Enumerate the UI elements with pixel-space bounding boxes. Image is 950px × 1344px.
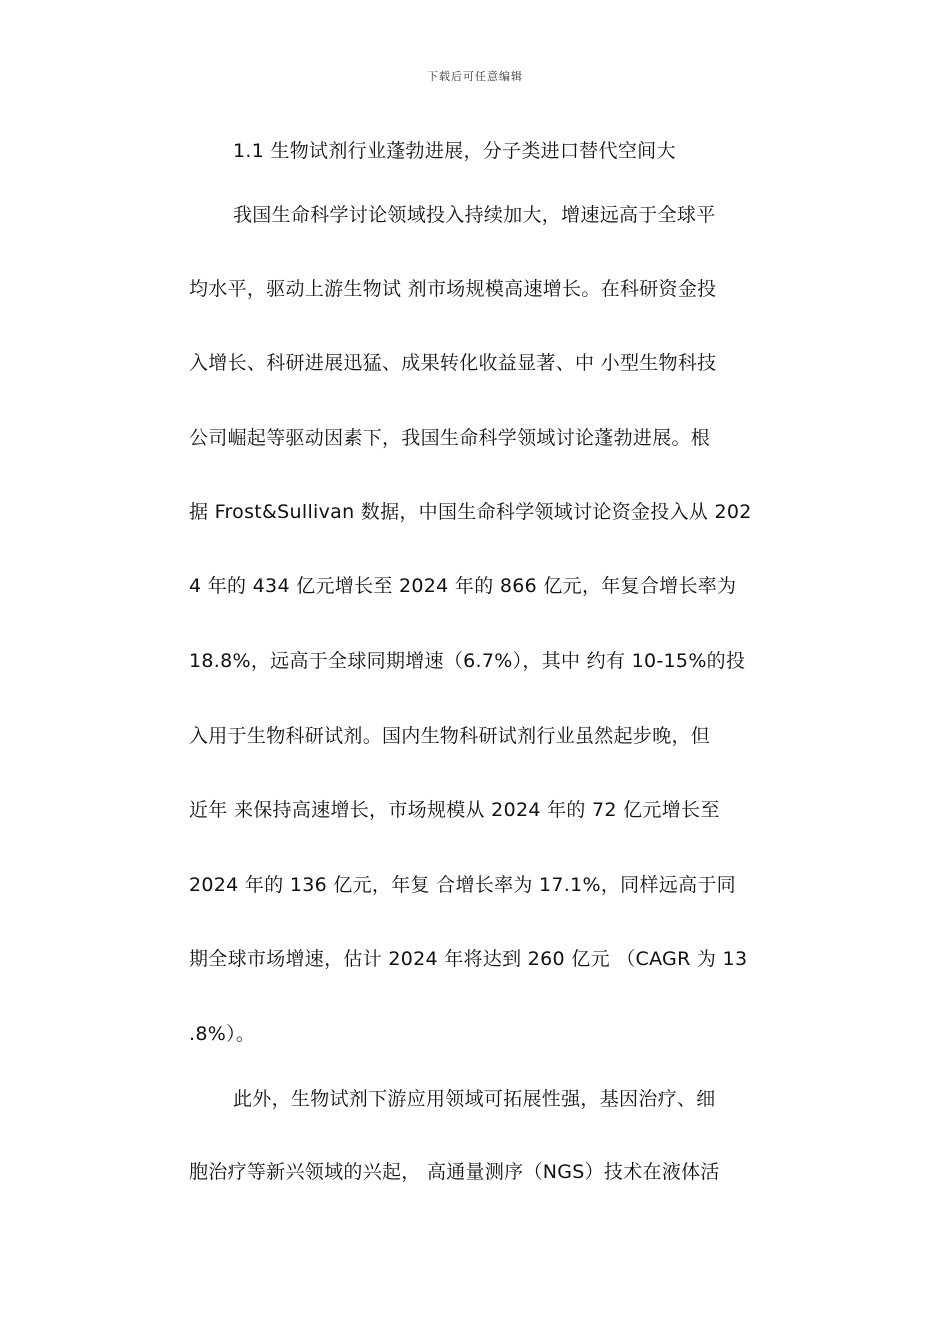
paragraph-2-line-1: 此外，生物试剂下游应用领域可拓展性强，基因治疗、细 [233, 1088, 716, 1110]
paragraph-1-line-9: 近年 来保持高速增长，市场规模从 2024 年的 72 亿元增长至 [189, 799, 720, 821]
paragraph-1-line-8: 入用于生物科研试剂。国内生物科研试剂行业虽然起步晚，但 [189, 725, 711, 747]
paragraph-1-line-11: 期全球市场增速，估计 2024 年将达到 260 亿元 （CAGR 为 13 [189, 948, 748, 970]
paragraph-2-line-2: 胞治疗等新兴领域的兴起， 高通量测序（NGS）技术在液体活 [189, 1161, 720, 1183]
paragraph-1-line-12: .8%）。 [189, 1023, 256, 1045]
paragraph-1-line-2: 均水平，驱动上游生物试 剂市场规模高速增长。在科研资金投 [189, 278, 717, 300]
paragraph-1-line-3: 入增长、科研进展迅猛、成果转化收益显著、中 小型生物科技 [189, 352, 717, 374]
paragraph-1-line-10: 2024 年的 136 亿元，年复 合增长率为 17.1%，同样远高于同 [189, 874, 736, 896]
section-heading: 1.1 生物试剂行业蓬勃进展，分子类进口替代空间大 [233, 140, 676, 162]
paragraph-1-line-4: 公司崛起等驱动因素下，我国生命科学领域讨论蓬勃进展。根 [189, 427, 711, 449]
header-note: 下载后可任意编辑 [427, 70, 523, 83]
paragraph-1-line-6: 4 年的 434 亿元增长至 2024 年的 866 亿元，年复合增长率为 [189, 575, 737, 597]
paragraph-1-line-5: 据 Frost&Sullivan 数据，中国生命科学领域讨论资金投入从 202 [189, 501, 752, 523]
paragraph-1-line-1: 我国生命科学讨论领域投入持续加大，增速远高于全球平 [233, 204, 716, 226]
paragraph-1-line-7: 18.8%，远高于全球同期增速（6.7%），其中 约有 10-15%的投 [189, 650, 746, 672]
